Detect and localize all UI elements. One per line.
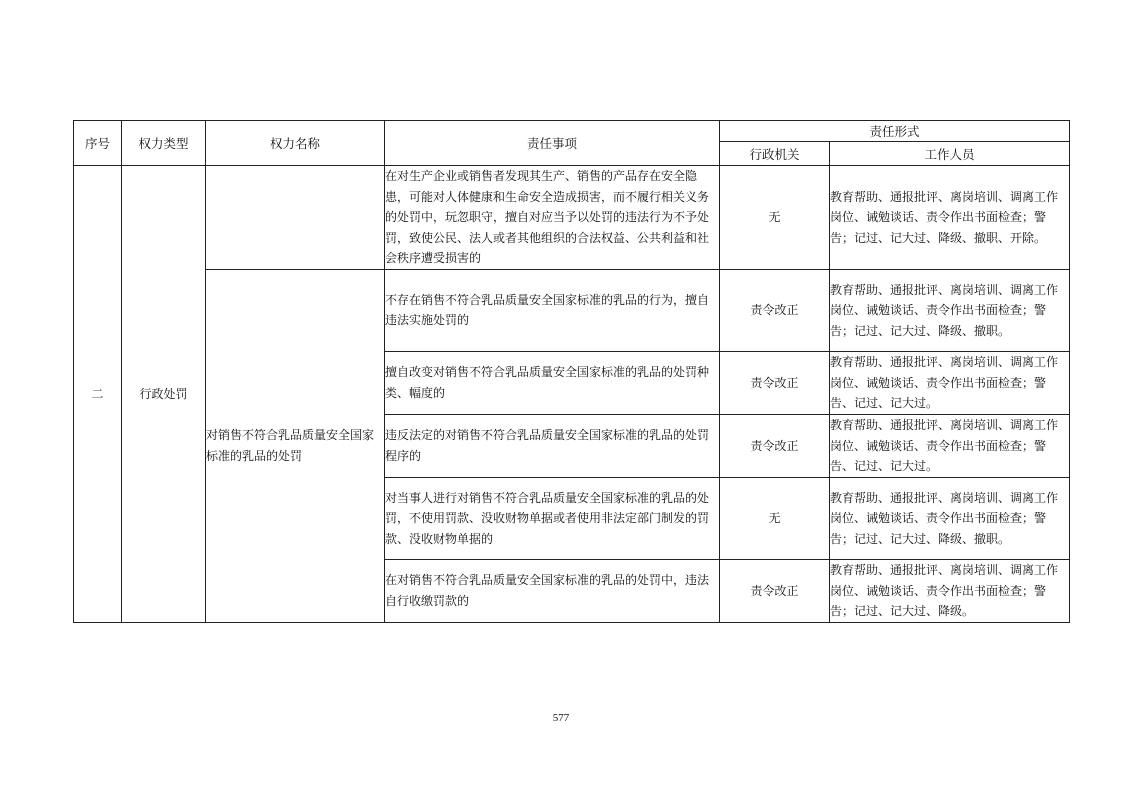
agency-cell: 责令改正 xyxy=(720,414,830,477)
agency-cell: 无 xyxy=(720,477,830,559)
agency-cell: 责令改正 xyxy=(720,559,830,622)
duty-cell: 擅自改变对销售不符合乳品质量安全国家标准的乳品的处罚种类、幅度的 xyxy=(385,351,720,414)
header-seq: 序号 xyxy=(74,121,122,166)
staff-cell: 教育帮助、通报批评、离岗培训、调离工作岗位、诫勉谈话、责令作出书面检查；警告；记过、记大过、降级、撤职。 xyxy=(830,477,1070,559)
table-row xyxy=(74,166,1070,270)
header-power-name: 权力名称 xyxy=(206,121,385,166)
header-row-1 xyxy=(74,121,1070,142)
duty-cell: 在对销售不符合乳品质量安全国家标准的乳品的处罚中，违法自行收缴罚款的 xyxy=(385,559,720,622)
staff-cell: 教育帮助、通报批评、离岗培训、调离工作岗位、诫勉谈话、责令作出书面检查；警告；记过、记大过、降级、撤职、开除。 xyxy=(830,166,1070,270)
duty-cell: 违反法定的对销售不符合乳品质量安全国家标准的乳品的处罚程序的 xyxy=(385,414,720,477)
agency-cell: 无 xyxy=(720,166,830,270)
group-power-type: 行政处罚 xyxy=(122,166,206,623)
header-duty: 责任事项 xyxy=(385,121,720,166)
staff-cell: 教育帮助、通报批评、离岗培训、调离工作岗位、诫勉谈话、责令作出书面检查；警告、记过、记大过。 xyxy=(830,351,1070,414)
group-seq: 二 xyxy=(74,166,122,623)
table-row xyxy=(74,269,1070,351)
staff-cell: 教育帮助、通报批评、离岗培训、调离工作岗位、诫勉谈话、责令作出书面检查；警告；记过、记大过、降级。 xyxy=(830,559,1070,622)
empty-power-name-cell xyxy=(206,166,385,270)
header-agency: 行政机关 xyxy=(720,142,830,166)
header-power-type: 权力类型 xyxy=(122,121,206,166)
duty-cell: 在对生产企业或销售者发现其生产、销售的产品存在安全隐患，可能对人体健康和生命安全造成损害，而不履行相关义务的处罚中，玩忽职守，擅自对应当予以处罚的违法行为不予处罚，致使公民、法人或者其他组织的合法权益、公共利益和社会秩序遭受损害的 xyxy=(385,166,720,270)
header-staff: 工作人员 xyxy=(830,142,1070,166)
staff-cell: 教育帮助、通报批评、离岗培训、调离工作岗位、诫勉谈话、责令作出书面检查；警告；记过、记大过、降级、撤职。 xyxy=(830,269,1070,351)
responsibility-table xyxy=(73,120,1070,623)
agency-cell: 责令改正 xyxy=(720,351,830,414)
duty-cell: 不存在销售不符合乳品质量安全国家标准的乳品的行为，擅自违法实施处罚的 xyxy=(385,269,720,351)
group-power-name: 对销售不符合乳品质量安全国家标准的乳品的处罚 xyxy=(206,269,385,622)
header-form: 责任形式 xyxy=(720,121,1070,142)
page-number: 577 xyxy=(552,712,570,724)
duty-cell: 对当事人进行对销售不符合乳品质量安全国家标准的乳品的处罚，不使用罚款、没收财物单据或者使用非法定部门制发的罚款、没收财物单据的 xyxy=(385,477,720,559)
agency-cell: 责令改正 xyxy=(720,269,830,351)
staff-cell: 教育帮助、通报批评、离岗培训、调离工作岗位、诫勉谈话、责令作出书面检查；警告、记过、记大过。 xyxy=(830,414,1070,477)
